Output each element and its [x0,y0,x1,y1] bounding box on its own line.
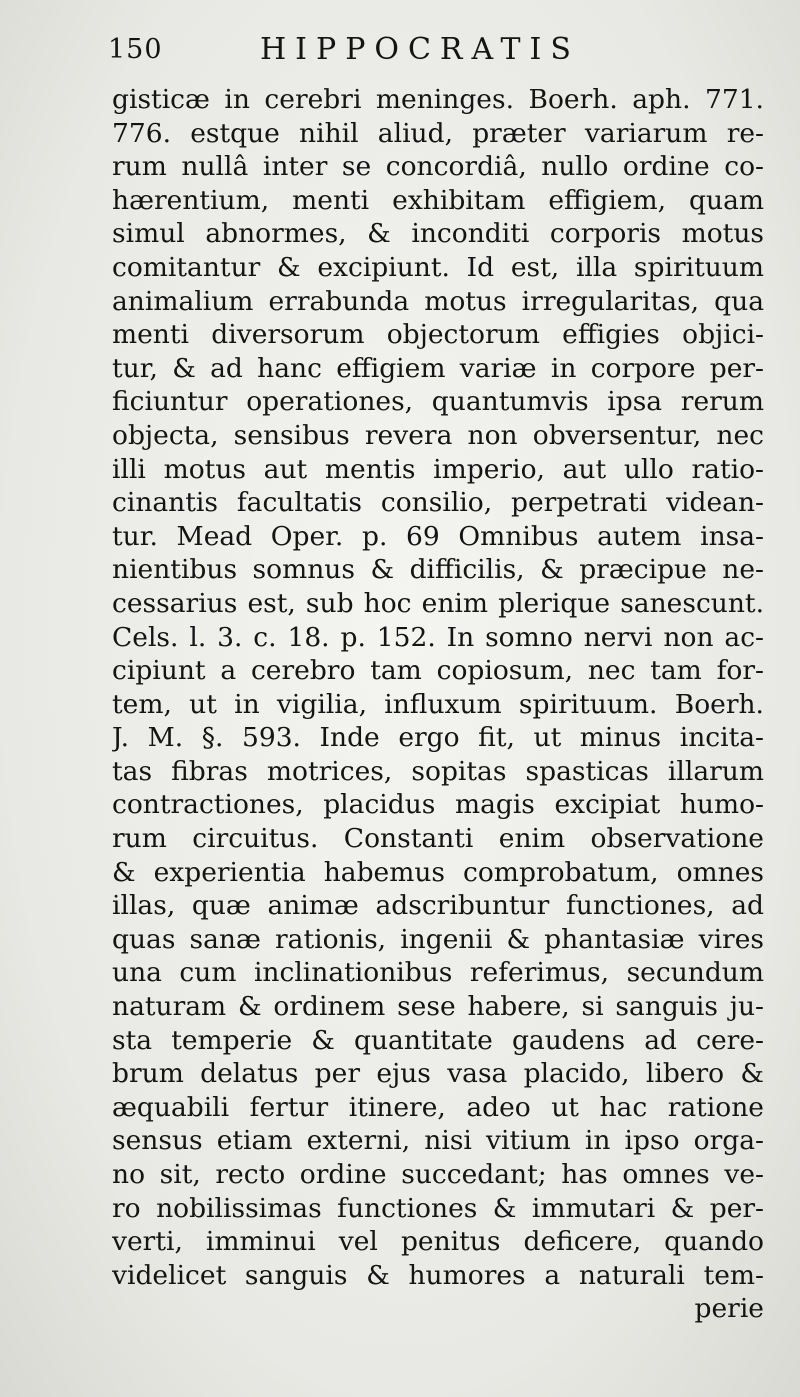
text-line: cinantis facultatis consilio, perpetrati videan- [112,487,764,519]
text-line: Cels. l. 3. c. 18. p. 152. In somno nervi non ac- [112,621,764,653]
text-line: objecta, sensibus revera non obversentur, nec [112,419,764,451]
text-line: verti, imminui vel penitus deficere, quando [112,1226,764,1258]
page-header [108,32,668,72]
text-line: tas fibras motrices, sopitas spasticas illarum [112,755,764,787]
text-line: quas sanæ rationis, ingenii & phantasiæ vires [112,923,764,955]
page-number: 150 [108,34,163,65]
text-line: naturam & ordinem sese habere, si sanguis ju- [112,991,764,1023]
text-line: rum circuitus. Constanti enim observatione [112,823,764,855]
text-line: simul abnormes, & inconditi corporis motus [112,218,764,250]
body-text [112,83,764,1326]
text-line: contractiones, placidus magis excipiat humo- [112,789,764,821]
text-line: sta temperie & quantitate gaudens ad cere- [112,1024,764,1056]
text-line: gisticæ in cerebri meninges. Boerh. aph. 771. [112,84,764,115]
text-line: sensus etiam externi, nisi vitium in ipso orga- [112,1125,764,1157]
catchword: perie [694,1293,764,1325]
text-line: nientibus somnus & difficilis, & præcipue ne- [112,554,764,586]
text-line: & experientia habemus comprobatum, omnes [112,856,764,888]
text-line: cessarius est, sub hoc enim plerique sanescunt. [112,587,764,619]
text-line: animalium errabunda motus irregularitas, qua [112,285,764,317]
text-line: ro nobilissimas functiones & immutari & per- [112,1192,764,1224]
text-line: hærentium, menti exhibitam effigiem, quam [112,184,764,216]
text-line: J. M. §. 593. Inde ergo fit, ut minus incita- [112,722,764,754]
text-line: rum nullâ inter se concordiâ, nullo ordine co- [112,151,764,183]
text-line: tem, ut in vigilia, influxum spirituum. Boerh. [112,688,764,720]
text-line: comitantur & excipiunt. Id est, illa spirituum [112,251,764,283]
text-line: menti diversorum objectorum effigies objici- [112,319,764,351]
text-line: tur. Mead Oper. p. 69 Omnibus autem insa- [112,520,764,552]
text-line: videlicet sanguis & humores a naturali tem- [112,1259,764,1291]
running-title: HIPPOCRATIS [260,32,580,67]
text-line: cipiunt a cerebro tam copiosum, nec tam for- [112,655,764,687]
text-line: illas, quæ animæ adscribuntur functiones, ad [112,890,764,922]
text-line: no sit, recto ordine succedant; has omnes ve- [112,1159,764,1190]
text-line: una cum inclinationibus referimus, secundum [112,957,764,989]
text-line: illi motus aut mentis imperio, aut ullo ratio- [112,453,764,485]
text-line: ficiuntur operationes, quantumvis ipsa rerum [112,386,764,418]
text-line: tur, & ad hanc effigiem variæ in corpore per- [112,352,764,384]
text-line: æquabili fertur itinere, adeo ut hac ratione [112,1091,764,1123]
text-line: brum delatus per ejus vasa placido, libero & [112,1058,764,1090]
text-line: 776. estque nihil aliud, præter variarum re- [112,117,764,149]
